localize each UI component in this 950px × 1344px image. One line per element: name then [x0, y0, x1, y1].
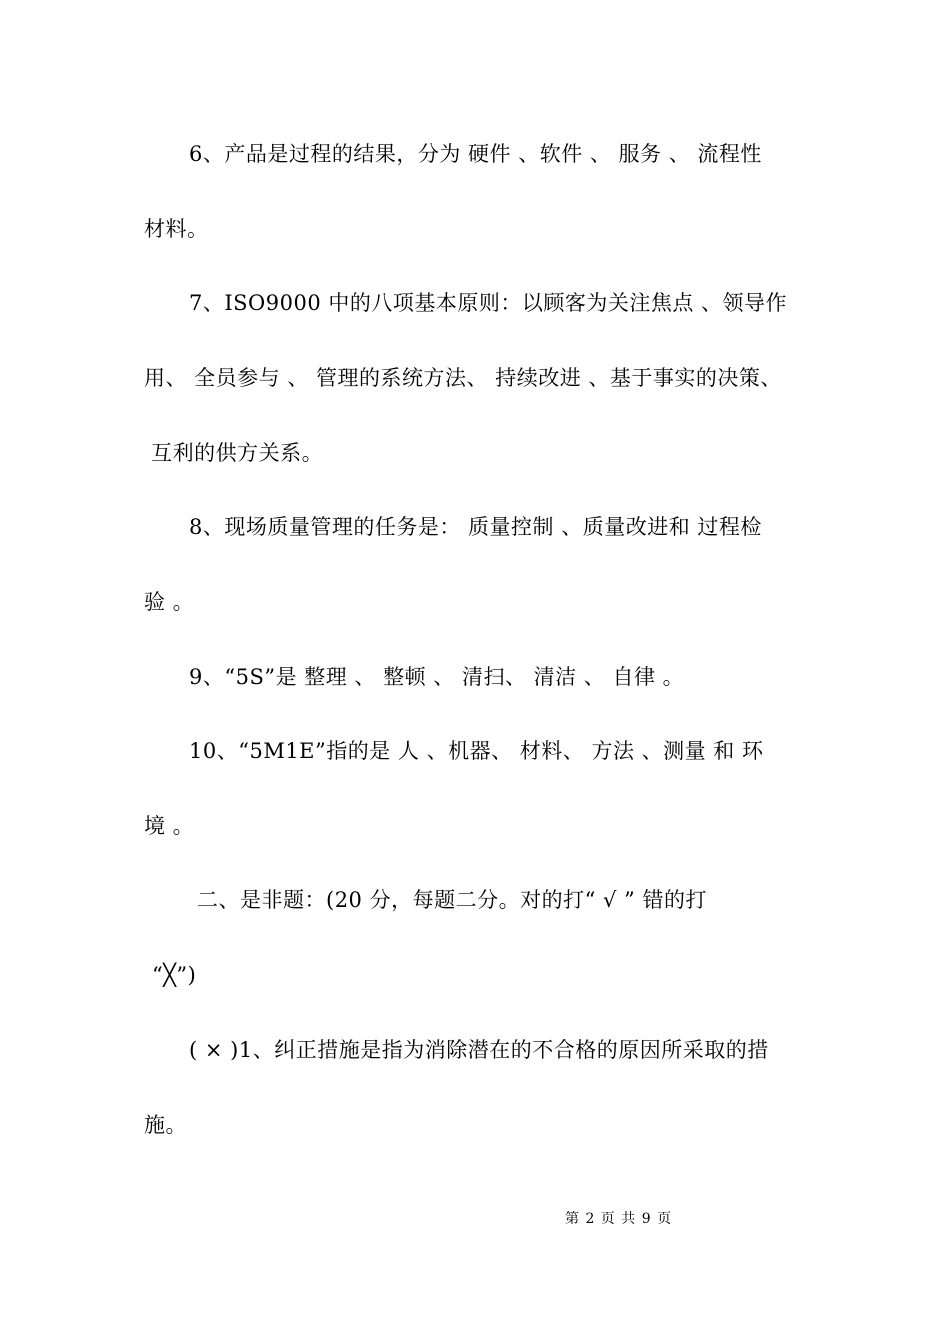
question-10-line-1: 10、“5M1E”指的是 人 、机器、 材料、 方法 、测量 和 环: [189, 739, 764, 763]
question-7-line-1: 7、ISO9000 中的八项基本原则：以顾客为关注焦点 、领导作: [189, 291, 788, 315]
question-7-line-3: 互利的供方关系。: [144, 441, 324, 465]
question-9-line: 9、“5S”是 整理 、 整顿 、 清扫、 清洁 、 自律 。: [189, 665, 685, 689]
page-number-footer: 第 2 页 共 9 页: [565, 1211, 673, 1227]
section-2-heading-line-2: “╳”): [152, 963, 197, 987]
question-10-line-2: 境 。: [144, 814, 195, 838]
question-6-line-1: 6、产品是过程的结果，分为 硬件 、软件 、 服务 、 流程性: [189, 142, 762, 166]
section-2-heading-line-1: 二、是非题：(20 分，每题二分。对的打“ √ ” 错的打: [197, 888, 707, 912]
question-8-line-2: 验 。: [144, 590, 195, 614]
true-false-1-line-2: 施。: [144, 1113, 187, 1137]
true-false-1-line-1: ( × )1、纠正措施是指为消除潜在的不合格的原因所采取的措: [189, 1038, 769, 1062]
question-6-line-2: 材料。: [144, 217, 209, 241]
question-8-line-1: 8、现场质量管理的任务是： 质量控制 、质量改进和 过程检: [189, 515, 762, 539]
question-7-line-2: 用、 全员参与 、 管理的系统方法、 持续改进 、基于事实的决策、: [144, 366, 782, 390]
